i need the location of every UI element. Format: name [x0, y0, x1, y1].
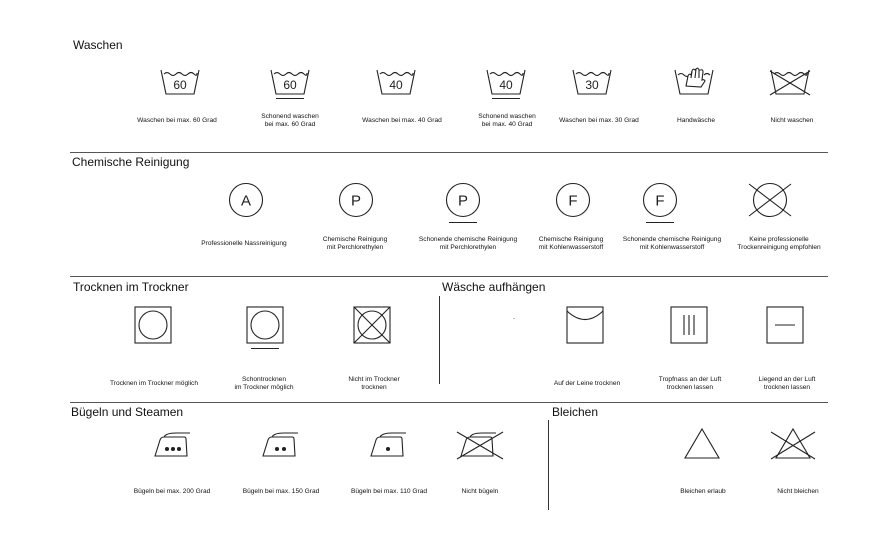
- wash-40-icon: [376, 68, 416, 96]
- divider-waschen: [70, 152, 828, 153]
- do-not-wash-icon: [768, 68, 812, 96]
- do-not-tumble-dry-icon: [353, 306, 391, 344]
- dry-clean-p-letter: P: [350, 192, 362, 210]
- section-title-trocknen: Trocknen im Trockner: [73, 280, 189, 294]
- tumble-dry-gentle-icon: [246, 306, 284, 350]
- caption-wash-30: Waschen bei max. 30 Grad: [559, 117, 639, 124]
- wash-60-gentle-icon: [270, 68, 310, 100]
- wet-clean-a-icon: [228, 182, 264, 218]
- wash-60-gentle-temp: 60: [283, 78, 297, 92]
- section-title-chemische-reinigung: Chemische Reinigung: [72, 155, 190, 169]
- caption-do-not-tumble-dry: Nicht im Trockner trocknen: [348, 376, 400, 391]
- iron-200-icon: [154, 432, 194, 458]
- caption-line-dry: Auf der Leine trocknen: [553, 380, 621, 387]
- wash-40-temp: 40: [389, 78, 403, 92]
- caption-iron-150: Bügeln bei max. 150 Grad: [242, 488, 320, 495]
- caption-iron-110: Bügeln bei max. 110 Grad: [350, 488, 428, 495]
- stray-mark: -: [513, 316, 515, 322]
- wash-60-icon: [160, 68, 200, 96]
- section-title-buegeln: Bügeln und Steamen: [71, 405, 184, 419]
- bleach-allowed-icon: [684, 428, 720, 460]
- caption-wash-60-gentle: Schonend waschen bei max. 60 Grad: [261, 113, 319, 128]
- divider-trocknen: [70, 402, 828, 403]
- wash-40-gentle-temp: 40: [499, 78, 513, 92]
- drip-dry-icon: [670, 306, 708, 344]
- dry-clean-f-gentle-icon: [642, 182, 678, 224]
- caption-do-not-iron: Nicht bügeln: [461, 488, 499, 495]
- caption-bleach-allowed: Bleichen erlaub: [680, 488, 726, 495]
- caption-tumble-dry-gentle: Schontrocknen im Trockner möglich: [234, 376, 294, 391]
- do-not-dry-clean-icon: [747, 180, 793, 220]
- caption-dry-clean-p-gentle: Schonende chemische Reinigung mit Perchlorethylen: [418, 236, 518, 251]
- caption-iron-200: Bügeln bei max. 200 Grad: [133, 488, 211, 495]
- divider-chemisch: [70, 276, 828, 277]
- section-title-waschen: Waschen: [73, 38, 123, 52]
- do-not-bleach-icon: [770, 426, 816, 462]
- divider-vertical-trocknen: [439, 296, 440, 384]
- iron-110-icon: [370, 432, 410, 458]
- dry-clean-f-icon: [555, 182, 591, 218]
- dry-clean-p-gentle-letter: P: [457, 192, 469, 210]
- do-not-iron-icon: [456, 430, 504, 460]
- wash-60-temp: 60: [173, 78, 187, 92]
- caption-dry-clean-f: Chemische Reinigung mit Kohlenwasserstoff: [538, 236, 604, 251]
- caption-wet-clean: Professionelle Nassreinigung: [201, 240, 287, 247]
- caption-do-not-wash: Nicht waschen: [770, 117, 814, 124]
- dry-clean-f-letter: F: [568, 192, 578, 210]
- divider-vertical-bleichen: [548, 420, 549, 510]
- iron-150-icon: [262, 432, 302, 458]
- section-title-aufhaengen: Wäsche aufhängen: [442, 280, 546, 294]
- caption-wash-40: Waschen bei max. 40 Grad: [362, 117, 442, 124]
- caption-dry-clean-f-gentle: Schonende chemische Reinigung mit Kohlenwasserstoff: [622, 236, 722, 251]
- wash-30-temp: 30: [585, 78, 599, 92]
- wash-40-gentle-icon: [486, 68, 526, 100]
- caption-wash-60: Waschen bei max. 60 Grad: [137, 117, 217, 124]
- caption-drip-dry: Tropfnass an der Luft trocknen lassen: [658, 376, 722, 391]
- caption-hand-wash: Handwäsche: [676, 117, 716, 124]
- dry-clean-p-icon: [338, 182, 374, 218]
- caption-dry-clean-p: Chemische Reinigung mit Perchlorethylen: [322, 236, 388, 251]
- caption-wash-40-gentle: Schonend waschen bei max. 40 Grad: [478, 113, 536, 128]
- hand-wash-icon: [674, 66, 714, 96]
- caption-do-not-bleach: Nicht bleichen: [777, 488, 819, 495]
- caption-do-not-dry-clean: Keine professionelle Trockenreinigung empfohlen: [737, 236, 821, 251]
- tumble-dry-icon: [134, 306, 172, 344]
- section-title-bleichen: Bleichen: [552, 405, 599, 419]
- wet-clean-letter: A: [240, 192, 252, 210]
- caption-tumble-dry: Trocknen im Trockner möglich: [109, 380, 199, 387]
- flat-dry-icon: [766, 306, 804, 344]
- line-dry-icon: [566, 306, 604, 344]
- caption-flat-dry: Liegend an der Luft trocknen lassen: [758, 376, 816, 391]
- dry-clean-f-gentle-letter: F: [655, 192, 665, 210]
- wash-30-icon: [572, 68, 612, 96]
- dry-clean-p-gentle-icon: [445, 182, 481, 224]
